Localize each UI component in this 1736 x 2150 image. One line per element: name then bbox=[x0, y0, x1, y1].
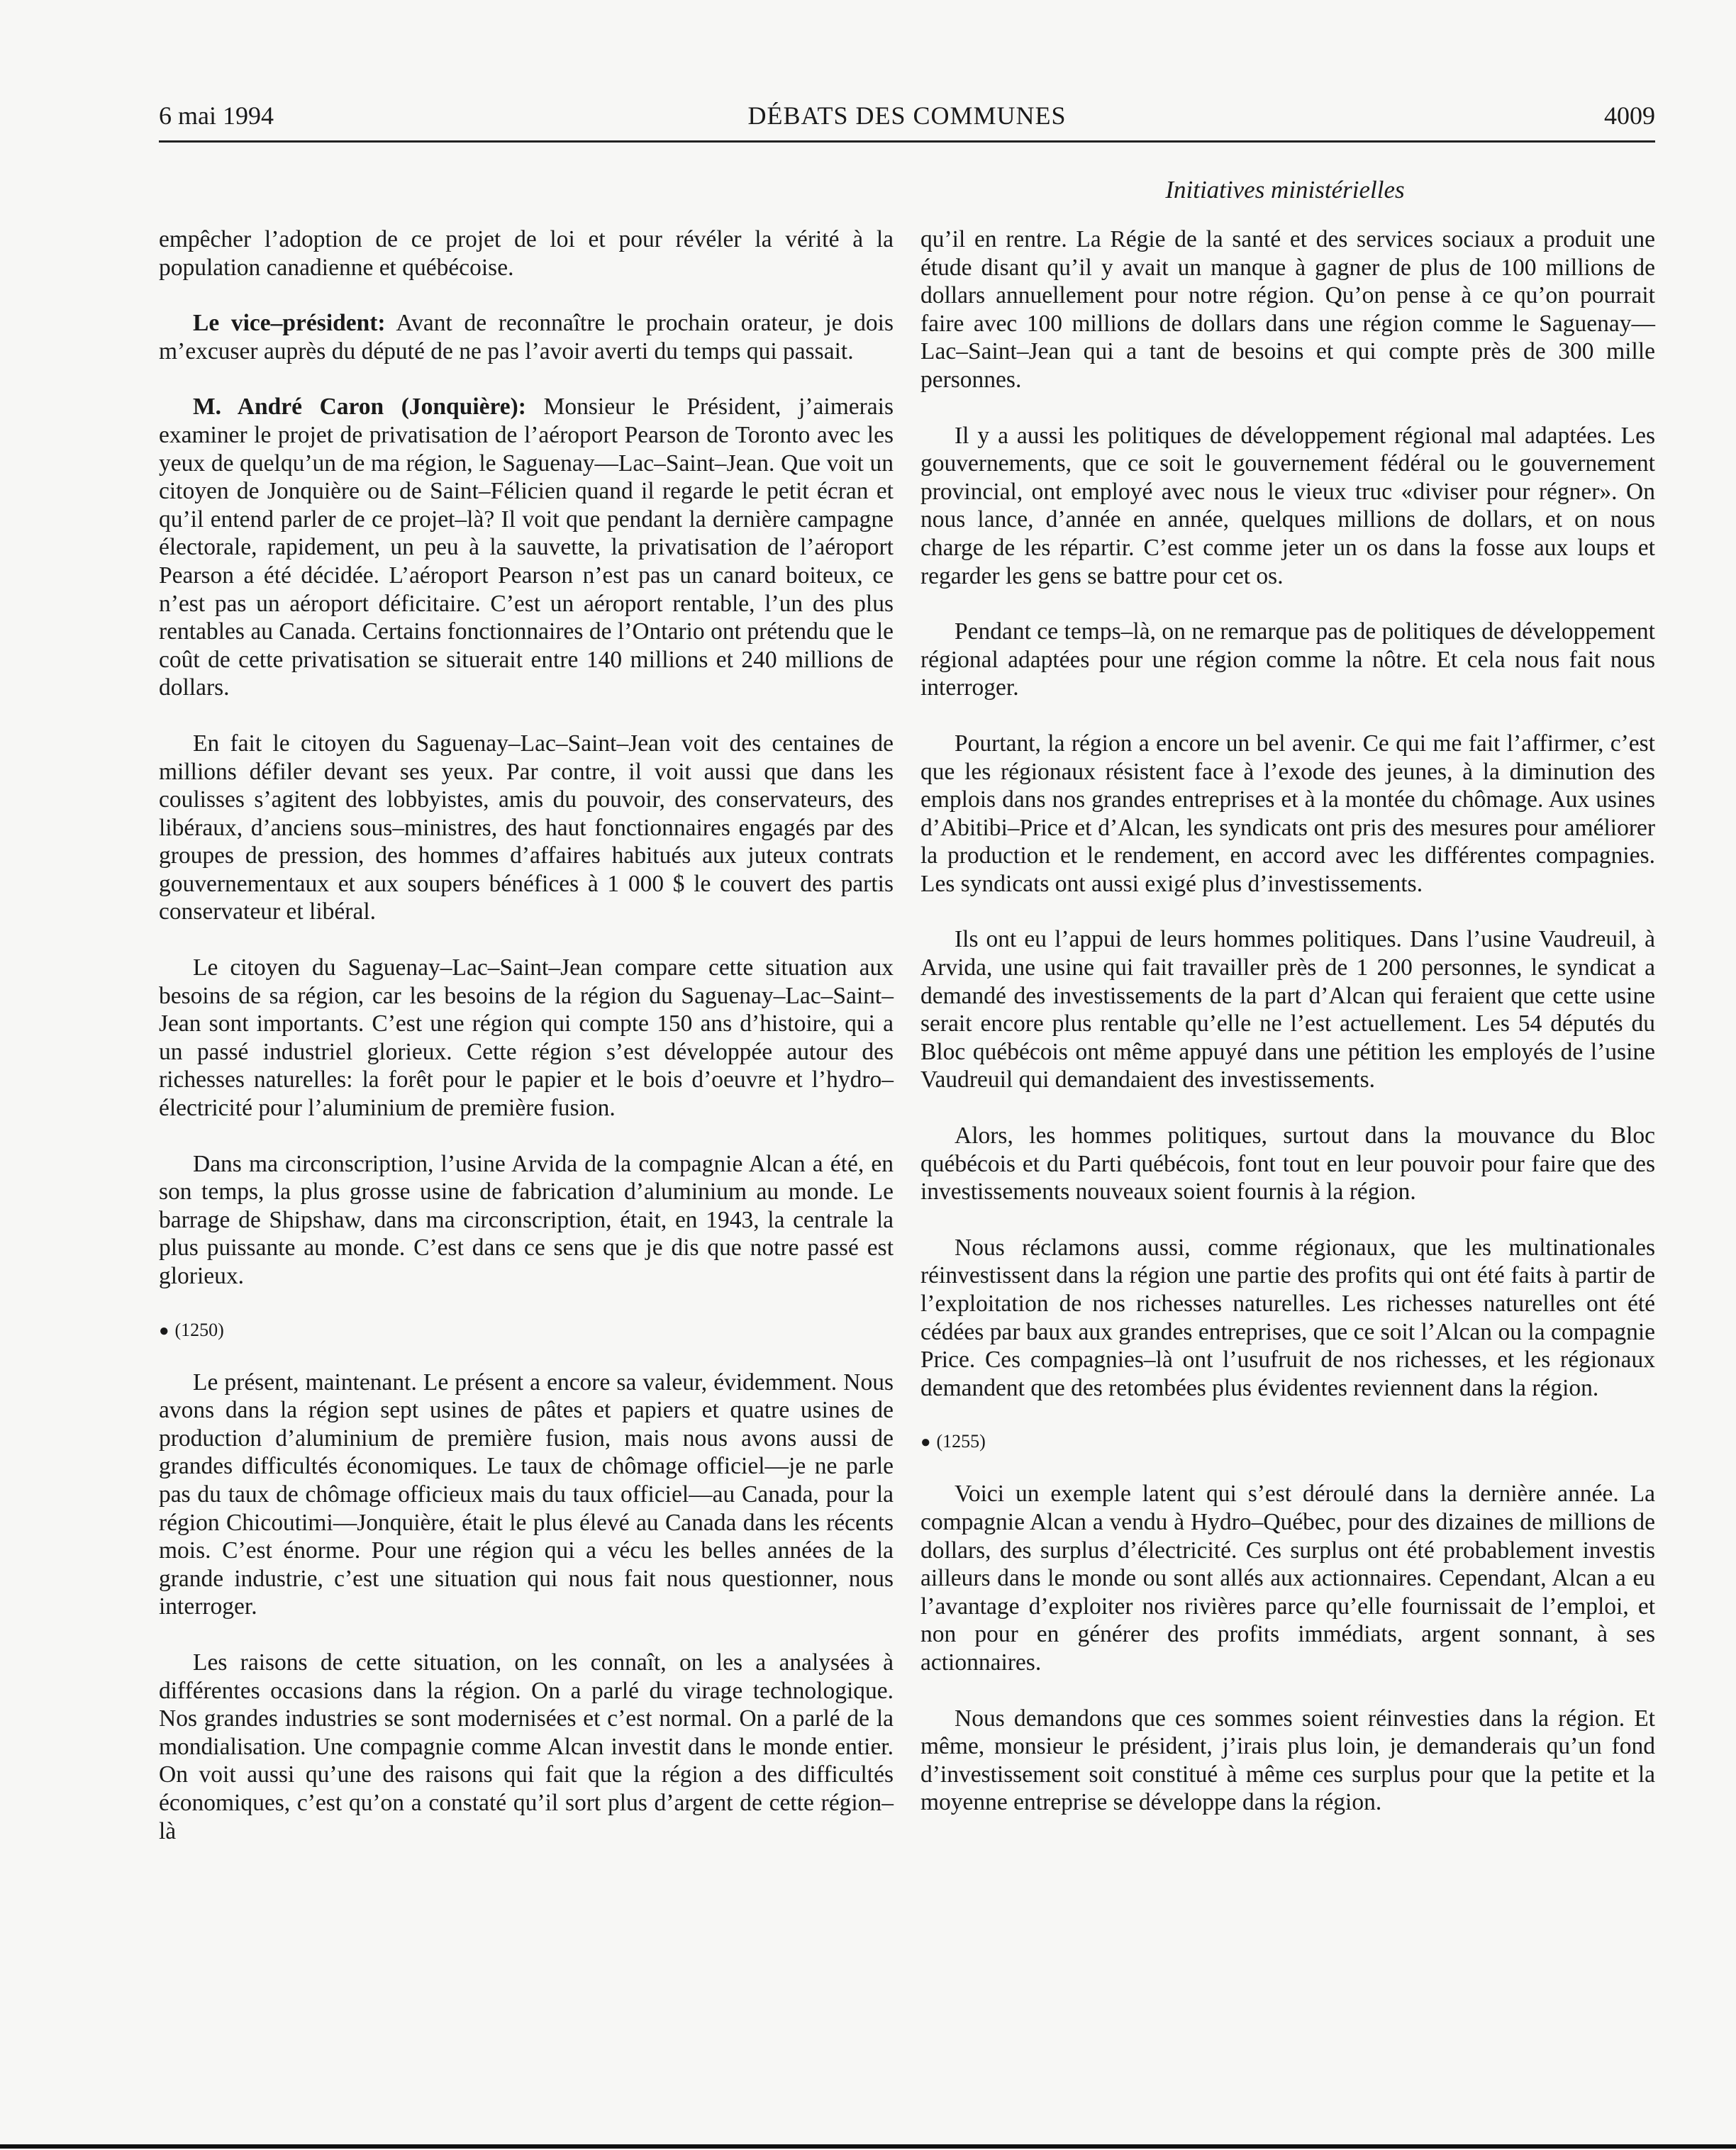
page-header bbox=[159, 101, 1655, 143]
timestamp-text: (1255) bbox=[936, 1431, 986, 1452]
speaker-name: Le vice–président: bbox=[193, 310, 386, 337]
paragraph: Il y a aussi les politiques de développement régional mal adaptées. Les gouvernements, que ce soit le gouvernement fédéral ou le gouvernement provincial, ont employé avec nous le vieux truc «diviser pour régner». On nous lance, d’année en année, quelques millions de dollars, et on nous charge de les répartir. C’est comme jeter un os dans la fosse aux loups et regarder les gens se battre pour cet os. bbox=[920, 422, 1655, 589]
right-column bbox=[920, 225, 1655, 1844]
page-number: 4009 bbox=[1604, 101, 1655, 130]
paragraph: Ils ont eu l’appui de leurs hommes politiques. Dans l’usine Vaudreuil, à Arvida, une usine qui fait travailler près de 1 200 personnes, le syndicat a demandé des investissements de la part d’Alcan qui feraient que cette usine serait encore plus rentable qu’elle ne l’est actuellement. Les 54 députés du Bloc québécois ont même appuyé dans une pétition les employés de l’usine Vaudreuil qui demandaient des investissements. bbox=[920, 926, 1655, 1093]
paragraph bbox=[159, 309, 894, 365]
bullet-icon: ● bbox=[920, 1433, 931, 1452]
paragraph: empêcher l’adoption de ce projet de loi et pour révéler la vérité à la population canadienne et québécoise. bbox=[159, 226, 894, 281]
speech-text: Avant de reconnaître le prochain orateur, je dois m’excuser auprès du député de ne pas l’avoir averti du temps qui passait. bbox=[159, 310, 894, 364]
paragraph: Le citoyen du Saguenay–Lac–Saint–Jean compare cette situation aux besoins de sa région, car les besoins de la région du Saguenay–Lac–Saint–Jean sont importants. C’est une région qui compte 150 ans d’histoire, qui a un passé industriel glorieux. Cette région s’est développée autour des richesses naturelles: la forêt pour le papier et le bois d’oeuvre et l’hydro–électricité pour l’aluminium de première fusion. bbox=[159, 954, 894, 1122]
paragraph bbox=[159, 393, 894, 702]
paragraph: Le présent, maintenant. Le présent a encore sa valeur, évidemment. Nous avons dans la région sept usines de pâtes et papiers et quatre usines de production d’aluminium de première fusion, mais nous avons aussi de grandes difficultés économiques. Le taux de chômage officiel—je ne parle pas du taux de chômage officieux mais du taux officiel—au Canada, pour la région Chicoutimi—Jonquière, était le plus élevé au Canada dans les récents mois. C’est énorme. Pour une région qui a vécu les belles années de la grande industrie, c’est une situation qui nous fait nous questionner, nous interroger. bbox=[159, 1369, 894, 1620]
timestamp bbox=[159, 1318, 894, 1343]
paragraph: Alors, les hommes politiques, surtout dans la mouvance du Bloc québécois et du Parti québécois, font tout en leur pouvoir pour faire que des investissements nouveaux soient fournis à la région. bbox=[920, 1123, 1655, 1205]
paragraph: Dans ma circonscription, l’usine Arvida de la compagnie Alcan a été, en son temps, la plus grosse usine de fabrication d’aluminium au monde. Le barrage de Shipshaw, dans ma circonscription, était, en 1943, la centrale la plus puissante au monde. C’est dans ce sens que je dis que notre passé est glorieux. bbox=[159, 1150, 894, 1289]
timestamp bbox=[920, 1430, 1655, 1454]
paragraph: Nous réclamons aussi, comme régionaux, que les multinationales réinvestissent dans la région une partie des profits qui ont été faits à partir de l’exploitation de nos richesses naturelles. Les richesses naturelles ont été cédées par baux aux grandes entreprises, que ce soit l’Alcan ou la compagnie Price. Ces compagnies–là ont l’usufruit de nos richesses, et les régionaux demandent que des retombées plus évidentes reviennent dans la région. bbox=[920, 1234, 1655, 1401]
speech-text: Monsieur le Président, j’aimerais examiner le projet de privatisation de l’aéroport Pearson de Toronto avec les yeux de quelqu’un de ma région, le Saguenay—Lac–Saint–Jean. Que voit un citoyen de Jonquière ou de Saint–Félicien quand il regarde le petit écran et qu’il entend parler de ce projet–là? Il voit que pendant la dernière campagne électorale, rapidement, un peu à la sauvette, la privatisation de l’aéroport Pearson a été décidée. L’aéroport Pearson n’est pas un canard boiteux, ce n’est pas un aéroport déficitaire. C’est un aéroport rentable, l’un des plus rentables au Canada. Certains fonctionnaires de l’Ontario ont prétendu que le coût de cette privatisation se situerait entre 140 millions et 240 millions de dollars. bbox=[159, 394, 894, 701]
left-column bbox=[159, 225, 894, 1873]
header-title: DÉBATS DES COMMUNES bbox=[747, 101, 1067, 130]
paragraph: Pourtant, la région a encore un bel avenir. Ce qui me fait l’affirmer, c’est que les régionaux résistent face à l’exode des jeunes, à la diminution des emplois dans nos grandes entreprises et à la montée du chômage. Aux usines d’Abitibi–Price et d’Alcan, les syndicats ont pris des mesures pour améliorer la production et le rendement, en accord avec les différentes compagnies. Les syndicats ont aussi exigé plus d’investissements. bbox=[920, 730, 1655, 897]
paragraph: Pendant ce temps–là, on ne remarque pas de politiques de développement régional adaptées pour une région comme la nôtre. Et cela nous fait nous interroger. bbox=[920, 618, 1655, 701]
paragraph: Voici un exemple latent qui s’est déroulé dans la dernière année. La compagnie Alcan a vendu à Hydro–Québec, pour des dizaines de millions de dollars, des surplus d’électricité. Ces surplus ont été probablement investis ailleurs dans le monde ou sont allés aux actionnaires. Cependant, Alcan a eu l’avantage d’exploiter nos rivières parce qu’elle fournissait de l’emploi, et non pour en générer des profits immédiats, argent sonnant, à ses actionnaires. bbox=[920, 1481, 1655, 1676]
paragraph: qu’il en rentre. La Régie de la santé et des services sociaux a produit une étude disant qu’il y avait un manque à gagner de plus de 100 millions de dollars annuellement pour notre région. Qu’on pense à ce qu’on pourrait faire avec 100 millions de dollars dans une région comme le Saguenay—Lac–Saint–Jean qui a tant de besoins et qui compte près de 300 mille personnes. bbox=[920, 226, 1655, 393]
header-date: 6 mai 1994 bbox=[159, 101, 274, 130]
header-rule bbox=[159, 140, 1655, 143]
paragraph: Nous demandons que ces sommes soient réinvesties dans la région. Et même, monsieur le président, j’irais plus loin, je demanderais qu’un fond d’investissement soit constitué à même ces surplus pour que la petite et la moyenne entreprise se développe dans la région. bbox=[920, 1705, 1655, 1816]
paragraph: En fait le citoyen du Saguenay–Lac–Saint–Jean voit des centaines de millions défiler devant ses yeux. Par contre, il voit aussi que dans les coulisses s’agitent des lobbyistes, amis du pouvoir, des conservateurs, des libéraux, d’anciens sous–ministres, des haut fonctionnaires engagés par des groupes de pression, des hommes d’affaires habitués aux juteux contrats gouvernementaux et aux soupers bénéfices à 1 000 $ le couvert des partis conservateur et libéral. bbox=[159, 730, 894, 925]
scan-edge bbox=[0, 2144, 1736, 2149]
timestamp-text: (1250) bbox=[174, 1319, 224, 1340]
section-label: Initiatives ministérielles bbox=[1165, 176, 1405, 204]
bullet-icon: ● bbox=[159, 1321, 169, 1340]
paragraph: Les raisons de cette situation, on les connaît, on les a analysées à différentes occasions dans la région. On a parlé du virage technologique. Nos grandes industries se sont modernisées et c’est normal. On a parlé de la mondialisation. Une compagnie comme Alcan investit dans le monde entier. On voit aussi qu’une des raisons qui fait que la région a des difficultés économiques, c’est qu’on a constaté qu’il sort plus d’argent de cette région–là bbox=[159, 1649, 894, 1844]
speaker-name: M. André Caron (Jonquière): bbox=[193, 394, 526, 420]
